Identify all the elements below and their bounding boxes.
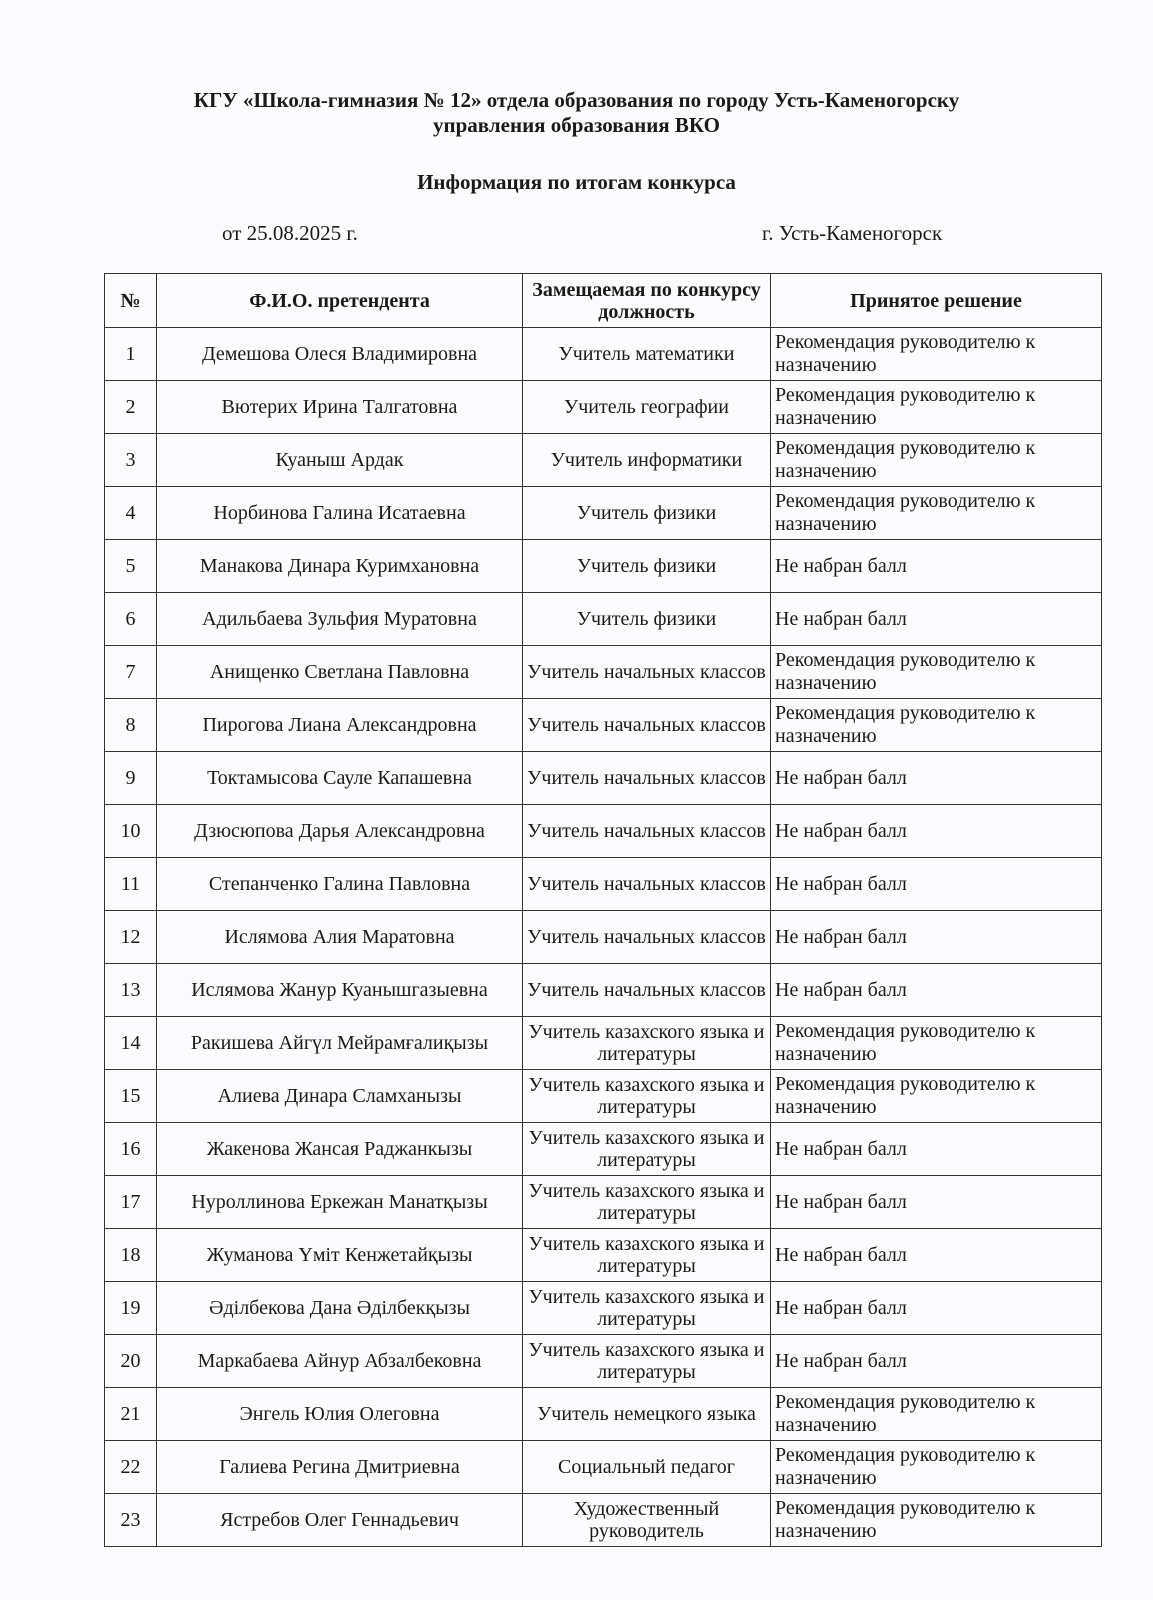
position-title: Учитель начальных классов bbox=[523, 858, 771, 911]
candidate-name: Энгель Юлия Олеговна bbox=[157, 1388, 523, 1441]
row-number: 8 bbox=[105, 699, 157, 752]
position-title: Учитель физики bbox=[523, 487, 771, 540]
row-number: 11 bbox=[105, 858, 157, 911]
candidate-name: Куаныш Ардак bbox=[157, 434, 523, 487]
decision-text: Рекомендация руководителю к назначению bbox=[771, 381, 1102, 434]
candidate-name: Вютерих Ирина Талгатовна bbox=[157, 381, 523, 434]
position-title: Учитель казахского языка и литературы bbox=[523, 1017, 771, 1070]
decision-text: Не набран балл bbox=[771, 911, 1102, 964]
position-title: Учитель математики bbox=[523, 328, 771, 381]
decision-text: Не набран балл bbox=[771, 593, 1102, 646]
decision-text: Рекомендация руководителю к назначению bbox=[771, 1070, 1102, 1123]
table-row bbox=[105, 1017, 1102, 1070]
candidate-name: Нуроллинова Еркежан Манатқызы bbox=[157, 1176, 523, 1229]
position-title: Учитель физики bbox=[523, 540, 771, 593]
row-number: 3 bbox=[105, 434, 157, 487]
row-number: 4 bbox=[105, 487, 157, 540]
table-row bbox=[105, 540, 1102, 593]
header-department: управления образования ВКО bbox=[433, 113, 720, 137]
candidate-name: Ислямова Жанур Куанышгазыевна bbox=[157, 964, 523, 1017]
candidate-name: Ислямова Алия Маратовна bbox=[157, 911, 523, 964]
row-number: 17 bbox=[105, 1176, 157, 1229]
table-row bbox=[105, 1123, 1102, 1176]
table-row bbox=[105, 1388, 1102, 1441]
table-row bbox=[105, 487, 1102, 540]
row-number: 12 bbox=[105, 911, 157, 964]
decision-text: Не набран балл bbox=[771, 858, 1102, 911]
candidate-name: Ястребов Олег Геннадьевич bbox=[157, 1494, 523, 1547]
table-body bbox=[105, 328, 1102, 1547]
table-row bbox=[105, 593, 1102, 646]
position-title: Учитель казахского языка и литературы bbox=[523, 1229, 771, 1282]
candidate-name: Маркабаева Айнур Абзалбековна bbox=[157, 1335, 523, 1388]
position-title: Учитель казахского языка и литературы bbox=[523, 1070, 771, 1123]
row-number: 9 bbox=[105, 752, 157, 805]
candidate-name: Демешова Олеся Владимировна bbox=[157, 328, 523, 381]
table-row bbox=[105, 805, 1102, 858]
document-date: от 25.08.2025 г. bbox=[222, 221, 358, 245]
decision-text: Рекомендация руководителю к назначению bbox=[771, 1494, 1102, 1547]
decision-text: Не набран балл bbox=[771, 805, 1102, 858]
position-title: Учитель казахского языка и литературы bbox=[523, 1335, 771, 1388]
position-title: Учитель географии bbox=[523, 381, 771, 434]
row-number: 21 bbox=[105, 1388, 157, 1441]
position-title: Учитель казахского языка и литературы bbox=[523, 1282, 771, 1335]
row-number: 5 bbox=[105, 540, 157, 593]
table-row bbox=[105, 328, 1102, 381]
position-title: Художественный руководитель bbox=[523, 1494, 771, 1547]
position-title: Учитель начальных классов bbox=[523, 964, 771, 1017]
table-row bbox=[105, 381, 1102, 434]
candidate-name: Адильбаева Зульфия Муратовна bbox=[157, 593, 523, 646]
candidate-name: Галиева Регина Дмитриевна bbox=[157, 1441, 523, 1494]
row-number: 18 bbox=[105, 1229, 157, 1282]
candidate-name: Манакова Динара Куримхановна bbox=[157, 540, 523, 593]
candidate-name: Алиева Динара Сламханызы bbox=[157, 1070, 523, 1123]
document-header bbox=[0, 88, 1153, 138]
decision-text: Не набран балл bbox=[771, 1282, 1102, 1335]
table-row bbox=[105, 434, 1102, 487]
candidate-name: Жакенова Жансая Раджанкызы bbox=[157, 1123, 523, 1176]
position-title: Учитель начальных классов bbox=[523, 805, 771, 858]
table-row bbox=[105, 858, 1102, 911]
row-number: 1 bbox=[105, 328, 157, 381]
row-number: 13 bbox=[105, 964, 157, 1017]
table-row bbox=[105, 964, 1102, 1017]
table-row bbox=[105, 911, 1102, 964]
candidate-name: Пирогова Лиана Александровна bbox=[157, 699, 523, 752]
document-title: Информация по итогам конкурса bbox=[417, 170, 736, 194]
position-title: Учитель немецкого языка bbox=[523, 1388, 771, 1441]
table-row bbox=[105, 699, 1102, 752]
column-header-number: № bbox=[105, 274, 157, 328]
table-row bbox=[105, 1441, 1102, 1494]
row-number: 23 bbox=[105, 1494, 157, 1547]
decision-text: Рекомендация руководителю к назначению bbox=[771, 328, 1102, 381]
row-number: 20 bbox=[105, 1335, 157, 1388]
row-number: 14 bbox=[105, 1017, 157, 1070]
position-title: Учитель начальных классов bbox=[523, 752, 771, 805]
candidate-name: Әділбекова Дана Әділбекқызы bbox=[157, 1282, 523, 1335]
header-organization: КГУ «Школа-гимназия № 12» отдела образования по городу Усть-Каменогорску bbox=[193, 88, 960, 112]
table-row bbox=[105, 1176, 1102, 1229]
row-number: 2 bbox=[105, 381, 157, 434]
candidate-name: Дзюсюпова Дарья Александровна bbox=[157, 805, 523, 858]
candidate-name: Анищенко Светлана Павловна bbox=[157, 646, 523, 699]
table-row bbox=[105, 646, 1102, 699]
position-title: Учитель начальных классов bbox=[523, 911, 771, 964]
candidate-name: Ракишева Айгүл Мейрамғалиқызы bbox=[157, 1017, 523, 1070]
position-title: Учитель информатики bbox=[523, 434, 771, 487]
row-number: 16 bbox=[105, 1123, 157, 1176]
row-number: 19 bbox=[105, 1282, 157, 1335]
position-title: Учитель начальных классов bbox=[523, 646, 771, 699]
decision-text: Рекомендация руководителю к назначению bbox=[771, 1388, 1102, 1441]
table-row bbox=[105, 752, 1102, 805]
table-row bbox=[105, 1335, 1102, 1388]
position-title: Учитель физики bbox=[523, 593, 771, 646]
column-header-name: Ф.И.О. претендента bbox=[157, 274, 523, 328]
decision-text: Не набран балл bbox=[771, 540, 1102, 593]
table-row bbox=[105, 1070, 1102, 1123]
document-city: г. Усть-Каменогорск bbox=[762, 221, 943, 245]
row-number: 6 bbox=[105, 593, 157, 646]
results-table bbox=[104, 273, 1102, 1547]
candidate-name: Жуманова Үміт Кенжетайқызы bbox=[157, 1229, 523, 1282]
decision-text: Не набран балл bbox=[771, 1335, 1102, 1388]
column-header-position: Замещаемая по конкурсу должность bbox=[523, 274, 771, 328]
decision-text: Не набран балл bbox=[771, 964, 1102, 1017]
decision-text: Рекомендация руководителю к назначению bbox=[771, 699, 1102, 752]
table-row bbox=[105, 1282, 1102, 1335]
decision-text: Не набран балл bbox=[771, 1123, 1102, 1176]
position-title: Социальный педагог bbox=[523, 1441, 771, 1494]
decision-text: Рекомендация руководителю к назначению bbox=[771, 1017, 1102, 1070]
decision-text: Рекомендация руководителю к назначению bbox=[771, 487, 1102, 540]
decision-text: Не набран балл bbox=[771, 752, 1102, 805]
table-row bbox=[105, 1494, 1102, 1547]
candidate-name: Норбинова Галина Исатаевна bbox=[157, 487, 523, 540]
position-title: Учитель казахского языка и литературы bbox=[523, 1123, 771, 1176]
position-title: Учитель казахского языка и литературы bbox=[523, 1176, 771, 1229]
row-number: 15 bbox=[105, 1070, 157, 1123]
row-number: 22 bbox=[105, 1441, 157, 1494]
table-header-row bbox=[105, 274, 1102, 328]
row-number: 7 bbox=[105, 646, 157, 699]
position-title: Учитель начальных классов bbox=[523, 699, 771, 752]
candidate-name: Степанченко Галина Павловна bbox=[157, 858, 523, 911]
decision-text: Не набран балл bbox=[771, 1229, 1102, 1282]
table-row bbox=[105, 1229, 1102, 1282]
candidate-name: Токтамысова Сауле Капашевна bbox=[157, 752, 523, 805]
decision-text: Рекомендация руководителю к назначению bbox=[771, 434, 1102, 487]
row-number: 10 bbox=[105, 805, 157, 858]
decision-text: Рекомендация руководителю к назначению bbox=[771, 1441, 1102, 1494]
decision-text: Не набран балл bbox=[771, 1176, 1102, 1229]
decision-text: Рекомендация руководителю к назначению bbox=[771, 646, 1102, 699]
column-header-decision: Принятое решение bbox=[771, 274, 1102, 328]
